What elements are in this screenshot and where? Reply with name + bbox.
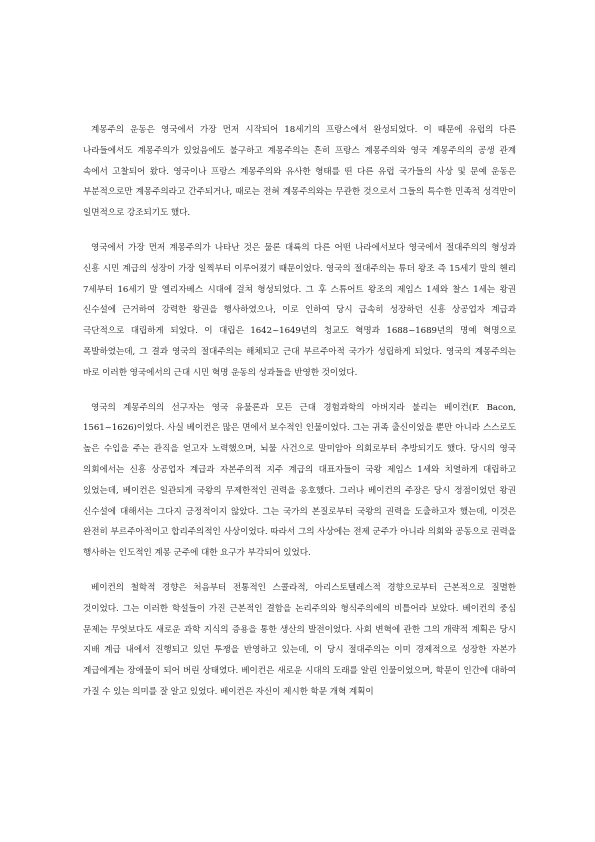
paragraph-4: 베이컨의 철학적 경향은 처음부터 전통적인 스콜라적, 아리스토텔레스적 경향으로부터 근본적으로 질멸한 것이었다. 그는 이러한 학설들이 가진 근본적인 결함을 논리주의와 형식주의에의 비틀어라 보았다. 베이컨의 중심 문제는 무엇보다도 새로운 과학 지식의 증용을 통한 생산의 발전이었다. 사회 변혁에 관한 그의 개략적 계획은 당시 지배 계급 내에서 진행되고 있던 투쟁을 반영하고 있는데, 이 당시 절대주의는 이미 경제적으로 성장한 자본가 계급에게는 장애물이 되어 버린 상태였다. 베이컨은 새로운 시대의 도래를 알린 인물이었으며, 학문이 인간에 대하여 가질 수 있는 의미를 잘 알고 있었다. 베이컨은 자신이 제시한 학문 개혁 계획이 [83, 582, 516, 697]
paragraph-3: 영국의 계몽주의의 선구자는 영국 유물론과 모든 근대 경험과학의 아버지라 불리는 베이컨(F. Bacon, 1561~1626)이었다. 사실 베이컨은 많은 면에서 보수적인 인물이었다. 그는 귀족 출신이었을 뿐만 아니라 스스로도 높은 수입을 주는 관직을 얻고자 노력했으며, 뇌물 사건으로 말미암아 의회로부터 추방되기도 했다. 당시의 영국 의회에서는 신흥 상공업자 계급과 자본주의적 지주 계급의 대표자들이 국왕 제임스 1세와 치열하게 대립하고 있었는데, 베이컨은 일관되게 국왕의 무제한적인 권력을 옹호했다. 그러나 베이컨의 주장은 당시 정점이었던 왕권 신수설에 대해서는 그다지 긍정적이지 않았다. 그는 국가의 본질로부터 국왕의 권력을 도출하고자 했는데, 이것은 완전히 부르주아적이고 합리주의적인 사상이었다. 따라서 그의 사상에는 전제 군주가 아니라 의회와 공동으로 권력을 행사하는 인도적인 계몽 군주에 대한 요구가 부각되어 있었다. [83, 402, 516, 559]
paragraph-2: 영국에서 가장 먼저 계몽주의가 나타난 것은 물론 대륙의 다른 어떤 나라에서보다 영국에서 절대주의의 형성과 신흥 시민 계급의 성장이 가장 일찍부터 이루어졌기 때문이었다. 영국의 절대주의는 튜더 왕조 즉 15세기 말의 헨리 7세부터 16세기 말 엘리자베스 시대에 걸쳐 형성되었다. 그 후 스튜어트 왕조의 제임스 1세와 찰스 1세는 왕권 신수설에 근거하여 강력한 왕권을 행사하였으나, 이로 인하여 당시 급속히 성장하던 신흥 상공업자 계급과 극단적으로 대립하게 되었다. 이 대립은 1642~1649년의 청교도 혁명과 1688~1689년의 명예 혁명으로 폭발하였는데, 그 결과 영국의 절대주의는 해체되고 근대 부르주아적 국가가 성립하게 되었다. 영국의 계몽주의는 바로 이러한 영국에서의 근대 시민 혁명 운동의 성과들을 반영한 것이었다. [83, 242, 516, 378]
paragraph-1: 계몽주의 운동은 영국에서 가장 먼저 시작되어 18세기의 프랑스에서 완성되었다. 이 때문에 유럽의 다른 나라들에서도 계몽주의가 있었음에도 불구하고 계몽주의는 흔히 프랑스 계몽주의와 영국 계몽주의의 공생 관계 속에서 고찰되어 왔다. 영국이나 프랑스 계몽주의와 유사한 형태를 띤 다른 유럽 국가들의 사상 및 문예 운동은 부분적으로만 계몽주의라고 간주되거나, 때로는 전혀 계몽주의와는 무관한 것으로서 그들의 특수한 민족적 성격만이 일면적으로 강조되기도 했다. [83, 125, 516, 219]
